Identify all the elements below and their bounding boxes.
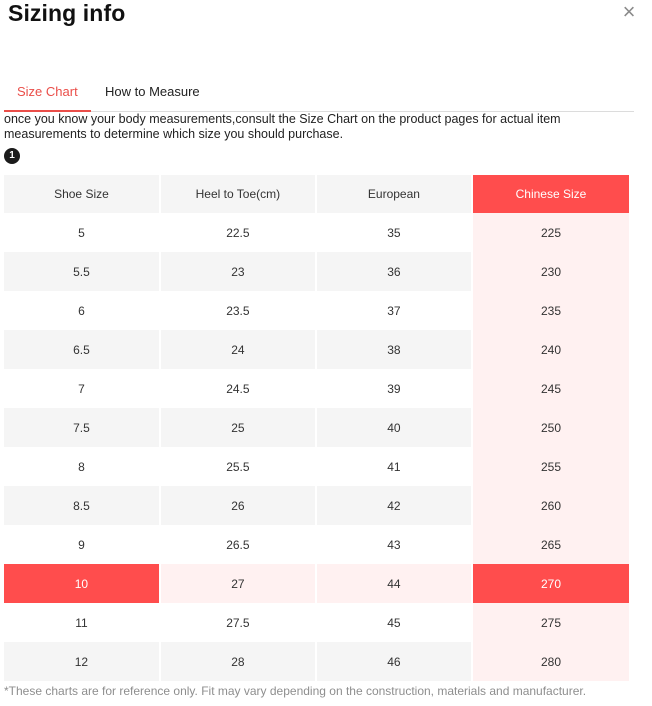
table-row <box>4 291 629 330</box>
cell-heel-to-toe: 28 <box>161 642 315 681</box>
table-row <box>4 564 629 603</box>
cell-european: 43 <box>317 525 471 564</box>
cell-heel-to-toe: 23 <box>161 252 315 291</box>
cell-heel-to-toe: 27.5 <box>161 603 315 642</box>
cell-shoe-size: 7 <box>4 369 159 408</box>
cell-heel-to-toe: 25 <box>161 408 315 447</box>
tab-bar <box>4 78 634 112</box>
cell-european: 46 <box>317 642 471 681</box>
column-header-european: European <box>317 175 471 213</box>
size-chart-description: once you know your body measurements,consult the Size Chart on the product pages for actual item measurements to determine which size you should purchase. <box>4 112 561 141</box>
cell-european: 39 <box>317 369 471 408</box>
cell-chinese-size: 275 <box>473 603 629 642</box>
table-row <box>4 408 629 447</box>
cell-shoe-size: 12 <box>4 642 159 681</box>
cell-chinese-size: 225 <box>473 213 629 252</box>
close-icon[interactable]: × <box>622 0 636 24</box>
cell-heel-to-toe: 26 <box>161 486 315 525</box>
cell-heel-to-toe: 23.5 <box>161 291 315 330</box>
cell-european: 40 <box>317 408 471 447</box>
cell-chinese-size: 235 <box>473 291 629 330</box>
cell-heel-to-toe: 24 <box>161 330 315 369</box>
cell-chinese-size: 260 <box>473 486 629 525</box>
table-row <box>4 642 629 681</box>
cell-chinese-size: 255 <box>473 447 629 486</box>
cell-shoe-size: 7.5 <box>4 408 159 447</box>
cell-shoe-size: 6.5 <box>4 330 159 369</box>
cell-heel-to-toe: 22.5 <box>161 213 315 252</box>
cell-european: 41 <box>317 447 471 486</box>
cell-shoe-size: 9 <box>4 525 159 564</box>
cell-european: 38 <box>317 330 471 369</box>
cell-chinese-size: 265 <box>473 525 629 564</box>
cell-shoe-size: 8 <box>4 447 159 486</box>
cell-chinese-size: 230 <box>473 252 629 291</box>
cell-chinese-size: 240 <box>473 330 629 369</box>
table-row <box>4 447 629 486</box>
cell-chinese-size: 245 <box>473 369 629 408</box>
cell-shoe-size: 5.5 <box>4 252 159 291</box>
cell-chinese-size: 250 <box>473 408 629 447</box>
cell-european: 44 <box>317 564 471 603</box>
table-row <box>4 369 629 408</box>
cell-heel-to-toe: 27 <box>161 564 315 603</box>
step-number-badge: 1 <box>4 148 20 164</box>
cell-heel-to-toe: 26.5 <box>161 525 315 564</box>
column-header-chinese-size: Chinese Size <box>473 175 629 213</box>
table-row <box>4 252 629 291</box>
cell-shoe-size: 5 <box>4 213 159 252</box>
cell-european: 45 <box>317 603 471 642</box>
cell-chinese-size: 270 <box>473 564 629 603</box>
cell-heel-to-toe: 25.5 <box>161 447 315 486</box>
cell-shoe-size: 10 <box>4 564 159 603</box>
tab-size-chart[interactable]: Size Chart <box>4 78 91 112</box>
column-header-shoe-size: Shoe Size <box>4 175 159 213</box>
cell-shoe-size: 8.5 <box>4 486 159 525</box>
cell-european: 37 <box>317 291 471 330</box>
cell-european: 35 <box>317 213 471 252</box>
cell-heel-to-toe: 24.5 <box>161 369 315 408</box>
tab-how-to-measure[interactable]: How to Measure <box>105 84 200 99</box>
column-header-heel-to-toe: Heel to Toe(cm) <box>161 175 315 213</box>
cell-shoe-size: 6 <box>4 291 159 330</box>
cell-european: 36 <box>317 252 471 291</box>
table-row <box>4 330 629 369</box>
cell-shoe-size: 11 <box>4 603 159 642</box>
table-header-row <box>4 175 629 213</box>
cell-chinese-size: 280 <box>473 642 629 681</box>
table-row <box>4 486 629 525</box>
table-row <box>4 603 629 642</box>
table-row <box>4 525 629 564</box>
table-row <box>4 213 629 252</box>
cell-european: 42 <box>317 486 471 525</box>
size-chart-table <box>2 175 631 681</box>
footnote: *These charts are for reference only. Fit may vary depending on the construction, materials and manufacturer. <box>4 684 587 698</box>
modal-title: Sizing info <box>8 0 126 26</box>
size-chart-body <box>4 213 629 681</box>
